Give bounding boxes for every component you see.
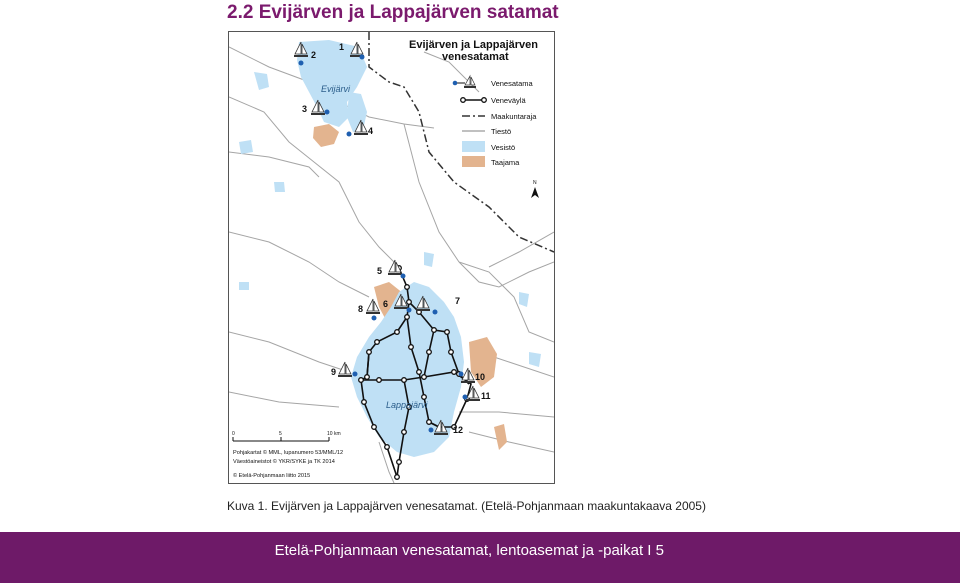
harbour-label-8: 8 <box>358 304 364 314</box>
legend-label-waterway: Veneväylä <box>491 96 526 105</box>
legend-label-border: Maakuntaraja <box>491 112 537 121</box>
harbour-label-12: 12 <box>453 425 464 435</box>
legend-urban-symbol <box>462 156 485 167</box>
page-title: 2.2 Evijärven ja Lappajärven satamat <box>227 2 559 23</box>
harbour-label-11: 11 <box>481 391 491 401</box>
harbour-label-4: 4 <box>368 126 374 136</box>
footer-text: Etelä-Pohjanmaan venesatamat, lentoasemat ja -paikat I 5 <box>274 542 664 559</box>
legend-waterway-symbol <box>461 98 487 103</box>
legend-label-harbour: Venesatama <box>491 79 533 88</box>
harbour-label-5: 5 <box>377 266 383 276</box>
legend-label-urban: Taajama <box>491 158 520 167</box>
north-label: N <box>533 180 537 186</box>
legend-label-road: Tiestö <box>491 127 512 136</box>
figure-caption: Kuva 1. Evijärven ja Lappajärven venesatamat. (Etelä-Pohjanmaan maakuntakaava 2005) <box>227 499 706 513</box>
scale-bar <box>232 431 341 441</box>
harbour-label-9: 9 <box>331 367 337 377</box>
region-border <box>369 32 554 252</box>
harbour-label-3: 3 <box>302 104 308 114</box>
lake-label-lappajarvi: Lappajärvi <box>386 400 428 410</box>
harbour-label-6: 6 <box>383 299 389 309</box>
scale-label-mid: 5 <box>279 431 282 437</box>
legend-water-symbol <box>462 141 485 152</box>
map-title-line1: Evijärven ja Lappajärven <box>409 39 539 51</box>
legend-label-water: Vesistö <box>491 143 516 152</box>
map-credit-2: Väestöaineistot © YKR/SYKE ja TK 2014 <box>233 459 335 465</box>
north-arrow-icon <box>531 180 539 198</box>
footer-bar <box>0 532 960 583</box>
map-credit-1: Pohjakartat © MML, lupanumero 53/MML/12 <box>233 450 344 456</box>
scale-label-end: 10 km <box>327 431 341 437</box>
map-credit-3: © Etelä-Pohjanmaan liitto 2015 <box>233 473 311 479</box>
harbour-map <box>228 31 555 484</box>
harbour-label-2: 2 <box>311 50 317 60</box>
harbour-label-10: 10 <box>475 372 486 382</box>
harbour-label-7: 7 <box>455 296 461 306</box>
map-legend <box>453 76 538 167</box>
map-title-line2: venesatamat <box>442 51 509 63</box>
harbour-label-1: 1 <box>339 42 345 52</box>
scale-label-zero: 0 <box>232 431 235 437</box>
lake-label-evijarvi: Evijärvi <box>321 84 351 94</box>
